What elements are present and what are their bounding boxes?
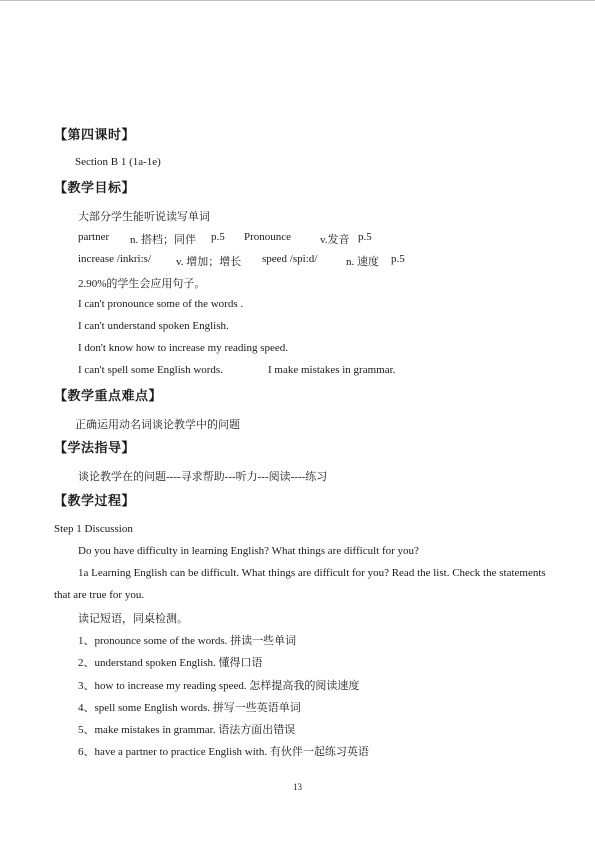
sentence-item: I make mistakes in grammar. bbox=[268, 364, 396, 376]
vocab-page: p.5 bbox=[391, 253, 405, 265]
heading-objectives: 【教学目标】 bbox=[54, 181, 136, 196]
method-text: 谈论教学在的问题----寻求帮助---听力---阅读----练习 bbox=[78, 471, 328, 483]
phrase-item: 3、how to increase my reading speed. 怎样提高我的阅读速度 bbox=[78, 680, 360, 692]
vocab-page: p.5 bbox=[358, 231, 372, 243]
vocab-definition: v. 增加；增长 bbox=[176, 256, 242, 268]
page-top-border bbox=[0, 0, 595, 1]
task-1a-paragraph: 1a Learning English can be difficult. What things are difficult for you? Read the list. Check the statements that are true for you. bbox=[54, 567, 546, 601]
heading-lesson: 【第四课时】 bbox=[54, 128, 136, 143]
vocab-word: increase /inkri:s/ bbox=[78, 253, 152, 265]
vocab-definition: v.发音 bbox=[320, 234, 350, 246]
section-title: Section B 1 (1a-1e) bbox=[75, 156, 161, 168]
vocab-word: speed /spi:d/ bbox=[262, 253, 318, 265]
vocab-definition: n. 搭档；同伴 bbox=[130, 234, 196, 246]
phrase-item: 5、make mistakes in grammar. 语法方面出错误 bbox=[78, 724, 296, 736]
phrase-item: 4、spell some English words. 拼写一些英语单词 bbox=[78, 702, 301, 714]
heading-method: 【学法指导】 bbox=[54, 441, 136, 456]
heading-process: 【教学过程】 bbox=[54, 494, 136, 509]
heading-key-points: 【教学重点难点】 bbox=[54, 389, 163, 404]
objectives-intro: 大部分学生能听说读写单词 bbox=[78, 211, 210, 223]
vocab-definition: n. 速度 bbox=[346, 256, 379, 268]
vocab-word: Pronounce bbox=[244, 231, 292, 243]
sentence-item: I can't spell some English words. bbox=[78, 364, 223, 376]
page-number: 13 bbox=[293, 782, 302, 792]
phrase-item: 2、understand spoken English. 懂得口语 bbox=[78, 657, 263, 669]
phrase-item: 6、have a partner to practice English with. 有伙伴一起练习英语 bbox=[78, 746, 369, 758]
sentence-item: I can't understand spoken English. bbox=[78, 320, 229, 332]
vocab-page: p.5 bbox=[211, 231, 225, 243]
sentence-item: I don't know how to increase my reading speed. bbox=[78, 342, 289, 354]
discussion-question: Do you have difficulty in learning English? What things are difficult for you? bbox=[78, 545, 419, 557]
process-instruction: 读记短语，同桌检测。 bbox=[78, 613, 188, 625]
sentences-intro: 2.90%的学生会应用句子。 bbox=[78, 278, 206, 290]
key-points-text: 正确运用动名词谈论教学中的问题 bbox=[75, 419, 240, 431]
sentence-item: I can't pronounce some of the words . bbox=[78, 298, 244, 310]
phrase-item: 1、pronounce some of the words. 拼读一些单词 bbox=[78, 635, 297, 647]
vocab-word: partner bbox=[78, 231, 110, 243]
step-title: Step 1 Discussion bbox=[54, 523, 133, 535]
